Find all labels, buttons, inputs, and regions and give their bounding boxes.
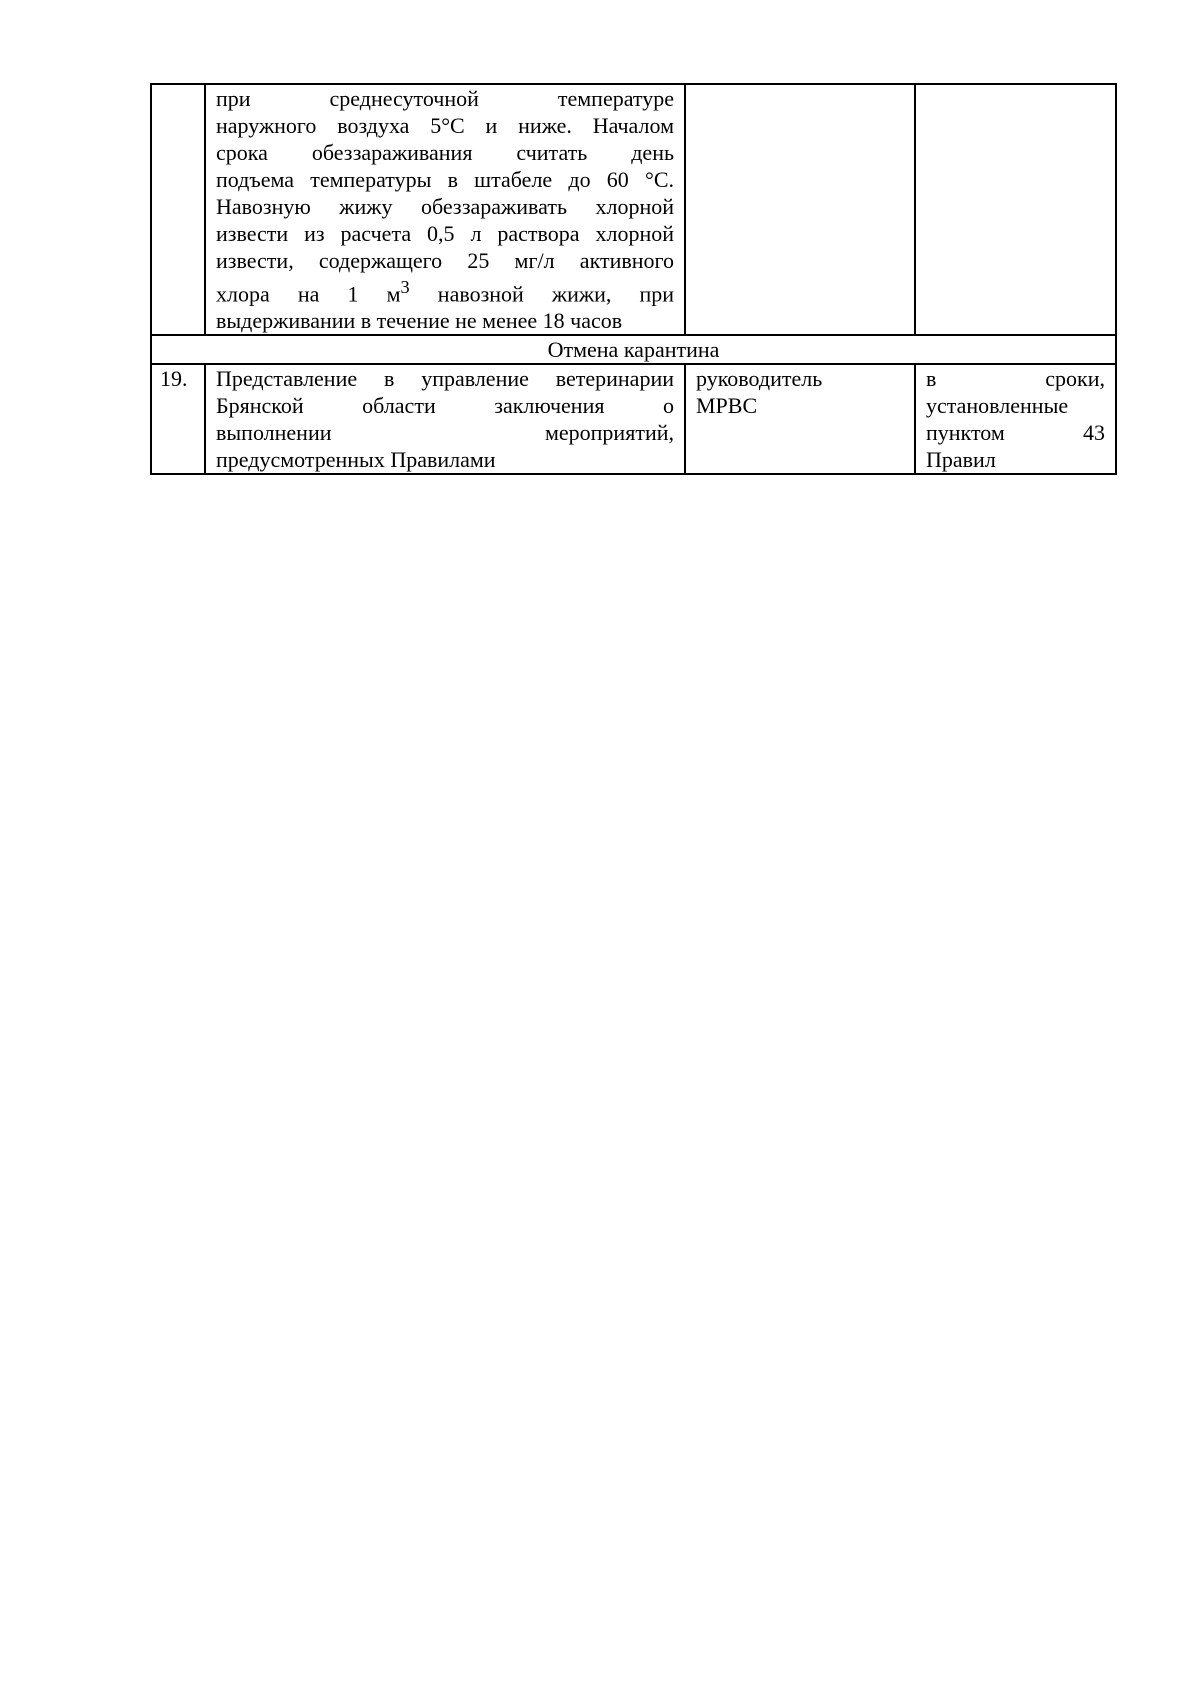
- measure-line: выполнении мероприятий,: [216, 420, 674, 446]
- term-line-last: Правил: [926, 447, 996, 473]
- measure-cell: [205, 364, 685, 474]
- measure-cell: [205, 84, 685, 335]
- measure-line: подъема температуры в штабеле до 60 °С.: [216, 167, 674, 192]
- responsible-cell: [685, 84, 915, 335]
- measure-line: срока обеззараживания считать день: [216, 140, 674, 165]
- measure-line: извести, содержащего 25 мг/л активного: [216, 248, 674, 273]
- term-line: в сроки,: [926, 366, 1105, 392]
- measure-line: Представление в управление ветеринарии: [216, 366, 674, 392]
- measure-line: Брянской области заключения о: [216, 393, 674, 419]
- section-row: [151, 335, 1116, 364]
- row-number-cell: 19.: [151, 364, 205, 474]
- row-number-cell: [151, 84, 205, 335]
- table-row-continuation: [151, 84, 1116, 335]
- measure-line: извести из расчета 0,5 л раствора хлорной: [216, 221, 674, 246]
- term-cell: [915, 84, 1116, 335]
- measure-text: хлора на 1 м: [216, 281, 401, 307]
- measure-line: наружного воздуха 5°С и ниже. Началом: [216, 113, 674, 138]
- measure-line: при среднесуточной температуре: [216, 86, 674, 111]
- term-cell: [915, 364, 1116, 474]
- term-line: установленные: [926, 393, 1069, 419]
- section-title: Отмена карантина: [151, 335, 1116, 364]
- measure-line-last: выдерживании в течение не менее 18 часов: [216, 308, 623, 334]
- measure-text: навозной жижи, при: [409, 281, 674, 307]
- responsible-cell: [685, 364, 915, 474]
- term-line: пунктом 43: [926, 420, 1105, 446]
- responsible-line: МРВС: [696, 393, 758, 419]
- measure-line: Навозную жижу обеззараживать хлорной: [216, 194, 674, 219]
- measures-table: [150, 83, 1117, 475]
- superscript-3: 3: [400, 277, 410, 297]
- measure-line-m3: [216, 274, 674, 307]
- measure-line-last: предусмотренных Правилами: [216, 447, 496, 473]
- responsible-line: руководитель: [696, 366, 823, 392]
- table-row-19: [151, 364, 1116, 474]
